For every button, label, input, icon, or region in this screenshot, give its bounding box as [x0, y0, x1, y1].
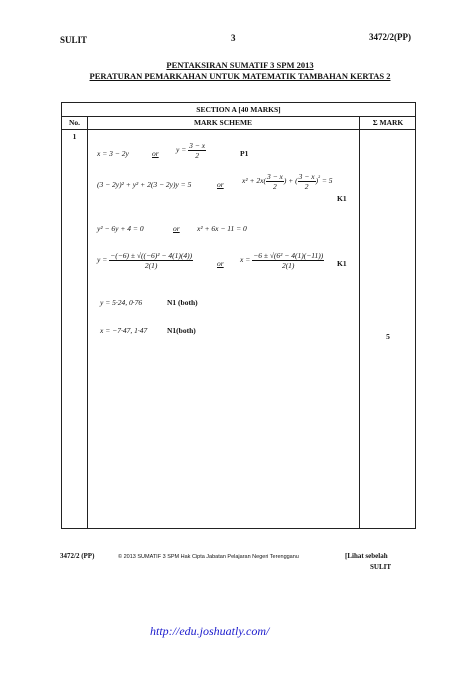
- divider: [62, 129, 415, 130]
- mark-n1-x: N1(both): [167, 326, 196, 335]
- footer-copyright: © 2013 SUMATIF 3 SPM Hak Cipta Jabatan Pelajaran Negeri Terengganu: [118, 554, 299, 560]
- eq-quadratic-y: y² − 6y + 4 = 0: [97, 224, 144, 233]
- mark-p1: P1: [240, 149, 249, 158]
- or-label: or: [217, 259, 224, 268]
- eq-quadratic-x: x² + 6x − 11 = 0: [197, 224, 247, 233]
- eq-y-subject: y = $\frac{3 - x}{2}$: [176, 141, 206, 160]
- question-number: 1: [72, 132, 77, 141]
- eq-formula-y: y = $\frac{\text{−(−6) ± √((−6)² − 4(1)(4))}}{2(1)}$: [97, 251, 193, 270]
- mark-k1: K1: [337, 194, 347, 203]
- source-url-link[interactable]: http://edu.joshuatly.com/: [150, 624, 270, 638]
- page-number: 3: [231, 33, 236, 43]
- answer-y: y = 5·24, 0·76: [100, 298, 143, 307]
- title-line-1: PENTAKSIRAN SUMATIF 3 SPM 2013: [166, 60, 314, 70]
- or-label: or: [217, 180, 224, 189]
- eq-substitution-y: (3 − 2y)² + y² + 2(3 − 2y)y = 5: [97, 180, 192, 189]
- col-total-mark: Σ MARK: [372, 118, 404, 127]
- footer-sulit: SULIT: [370, 563, 392, 571]
- header-sulit: SULIT: [60, 35, 88, 45]
- mark-scheme-table: [61, 102, 416, 529]
- divider: [359, 116, 360, 528]
- col-mark-scheme: MARK SCHEME: [193, 118, 253, 127]
- answer-x: x = −7·47, 1·47: [100, 326, 148, 335]
- paper-code: 3472/2(PP): [369, 32, 411, 42]
- eq-substitution-x: x² + 2x( $\frac{3 - x}{2}$ ) + ( $\frac{3 - x}{2}$ )$^{^2}$ = 5: [242, 172, 333, 191]
- footer-next-page: [Lihat sebelah: [345, 552, 388, 560]
- col-no: No.: [68, 118, 81, 127]
- mark-n1-y: N1 (both): [167, 298, 198, 307]
- footer-code: 3472/2 (PP): [60, 552, 95, 560]
- eq-x-subject: x = 3 − 2y: [97, 149, 129, 158]
- mark-k1: K1: [337, 259, 347, 268]
- eq-formula-x: x = $\frac{\text{−6 ± √(6² − 4(1)(−11))}}{2(1)}$: [240, 251, 324, 270]
- or-label: or: [152, 149, 159, 158]
- or-label: or: [173, 224, 180, 233]
- divider: [87, 116, 88, 528]
- doc-title-1: [60, 60, 420, 70]
- title-line-2: PERATURAN PEMARKAHAN UNTUK MATEMATIK TAMBAHAN KERTAS 2: [89, 71, 391, 81]
- total-mark: 5: [386, 332, 390, 341]
- doc-title-2: [60, 71, 420, 81]
- section-title: SECTION A [40 MARKS]: [196, 105, 281, 114]
- divider: [62, 116, 415, 117]
